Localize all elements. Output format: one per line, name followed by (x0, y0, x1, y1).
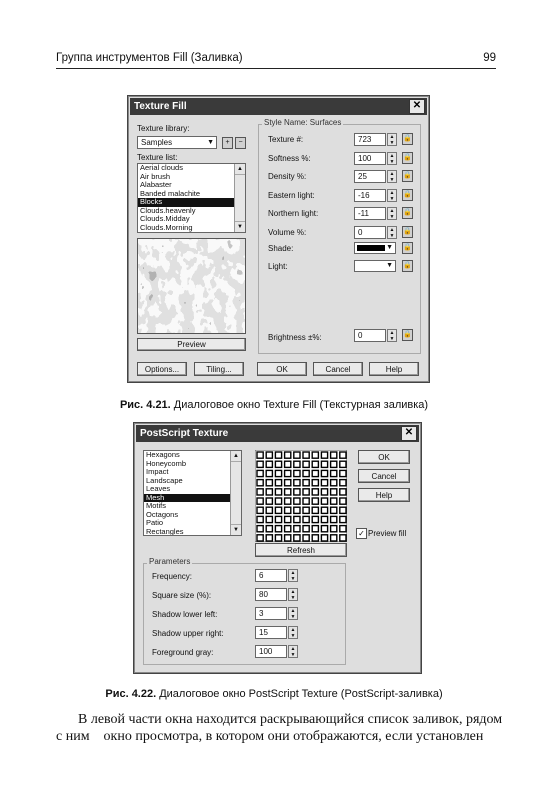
dialog-title: Texture Fill (134, 101, 187, 112)
param-stepper[interactable]: ▲ ▼ (288, 569, 298, 582)
param-field[interactable]: 723 (354, 133, 386, 146)
pattern-list-item[interactable]: Leaves (146, 484, 171, 493)
param-stepper[interactable]: ▲ ▼ (387, 170, 397, 183)
lock-icon[interactable]: 🔒 (402, 226, 413, 238)
scroll-down-icon[interactable]: ▼ (231, 524, 241, 535)
param-label: Northern light: (268, 209, 319, 218)
param-stepper[interactable]: ▲ ▼ (288, 588, 298, 601)
running-header (56, 52, 496, 69)
postscript-pattern-list[interactable] (143, 450, 242, 536)
close-icon[interactable]: ✕ (401, 426, 417, 441)
shade-color-picker[interactable] (354, 242, 396, 254)
postscript-texture-dialog (133, 422, 422, 674)
pattern-list-item[interactable]: Hexagons (146, 450, 180, 459)
param-label: Frequency: (152, 572, 193, 581)
param-field[interactable]: 80 (255, 588, 287, 601)
brightness-label: Brightness ±%: (268, 333, 322, 342)
lock-icon[interactable]: 🔒 (402, 242, 413, 254)
param-field[interactable]: 15 (255, 626, 287, 639)
texture-fill-dialog (127, 95, 430, 383)
param-field[interactable]: 25 (354, 170, 386, 183)
pattern-list-items (144, 451, 241, 536)
param-label: Shadow lower left: (152, 610, 218, 619)
param-field[interactable]: 6 (255, 569, 287, 582)
light-color-picker[interactable] (354, 260, 396, 272)
style-name-label: Style Name: Surfaces (264, 118, 342, 127)
pattern-list-item[interactable]: Impact (146, 467, 169, 476)
texture-list-item[interactable]: Banded malachite (140, 188, 201, 198)
chevron-down-icon: ▼ (207, 139, 214, 146)
preview-fill-checkbox[interactable]: ✓ (356, 528, 367, 539)
lock-icon[interactable]: 🔒 (402, 133, 413, 145)
brightness-field[interactable]: 0 (354, 329, 386, 342)
param-stepper[interactable]: ▲ ▼ (288, 607, 298, 620)
add-library-button[interactable]: + (222, 137, 233, 149)
lock-icon[interactable]: 🔒 (402, 152, 413, 164)
param-stepper[interactable]: ▲ ▼ (288, 645, 298, 658)
options-button[interactable]: Options... (137, 362, 187, 376)
texture-list-item[interactable]: Blocks (138, 198, 245, 207)
param-stepper[interactable]: ▲ ▼ (288, 626, 298, 639)
refresh-button[interactable]: Refresh (255, 543, 347, 557)
param-stepper[interactable]: ▲ ▼ (387, 226, 397, 239)
texture-fill-titlebar (130, 98, 427, 115)
pattern-list-item[interactable]: Octagons (146, 509, 179, 519)
param-label: Density %: (268, 172, 307, 181)
param-label: Softness %: (268, 153, 311, 163)
texture-list-item[interactable]: Alabaster (140, 180, 172, 189)
texture-list-item[interactable]: Clouds.Midday (140, 214, 190, 223)
shade-swatch (357, 245, 385, 251)
param-label: Shadow upper right: (152, 629, 224, 638)
param-field[interactable]: 100 (354, 152, 386, 165)
texture-list-item[interactable]: Clouds.heavenly (140, 205, 196, 215)
param-field[interactable]: -11 (354, 207, 386, 220)
postscript-titlebar (136, 425, 419, 442)
param-label: Volume %: (268, 227, 307, 237)
chevron-down-icon: ▼ (386, 244, 393, 251)
ok-button[interactable]: OK (358, 450, 410, 464)
texture-list-item[interactable]: Clouds.Morning (140, 222, 193, 232)
pattern-list-item[interactable]: Rectangles (146, 526, 184, 536)
scroll-down-icon[interactable]: ▼ (235, 221, 245, 232)
lock-icon[interactable]: 🔒 (402, 329, 413, 341)
figure-caption-4-21: Рис. 4.21. Диалоговое окно Texture Fill (Текстурная заливка) (119, 399, 429, 411)
scroll-up-icon[interactable]: ▲ (235, 164, 245, 175)
pattern-list-item[interactable]: Mesh (144, 494, 241, 503)
texture-list[interactable] (137, 163, 246, 233)
pattern-list-item[interactable]: Patio (146, 518, 164, 527)
texture-list-items (138, 164, 245, 232)
pattern-list-item[interactable]: Landscape (146, 475, 183, 485)
body-line-1: В левой части окна находится раскрывающийся список заливок, рядом (78, 712, 503, 727)
lock-icon[interactable]: 🔒 (402, 260, 413, 272)
param-stepper[interactable]: ▲ ▼ (387, 152, 397, 165)
preview-fill-label: Preview fill (368, 529, 407, 538)
help-button[interactable]: Help (358, 488, 410, 502)
param-stepper[interactable]: ▲ ▼ (387, 207, 397, 220)
body-paragraph (56, 711, 503, 745)
lock-icon[interactable]: 🔒 (402, 207, 413, 219)
cancel-button[interactable]: Cancel (358, 469, 410, 483)
header-title: Группа инструментов Fill (Заливка) (56, 52, 243, 64)
param-label: Square size (%): (152, 591, 212, 600)
texture-preview-image (137, 238, 246, 334)
lock-icon[interactable]: 🔒 (402, 170, 413, 182)
texture-library-select[interactable]: Samples ▼ (137, 136, 217, 149)
param-field[interactable]: 0 (354, 226, 386, 239)
texture-list-item[interactable]: Air brush (140, 171, 171, 181)
mesh-preview-image (255, 450, 347, 542)
param-field[interactable]: 3 (255, 607, 287, 620)
pattern-list-scrollbar[interactable] (230, 451, 241, 535)
param-stepper[interactable]: ▲ ▼ (387, 189, 397, 202)
param-stepper[interactable]: ▲ ▼ (387, 133, 397, 146)
remove-library-button[interactable]: − (235, 137, 246, 149)
brightness-stepper[interactable]: ▲ ▼ (387, 329, 397, 342)
shade-label: Shade: (268, 244, 294, 253)
ok-button[interactable]: OK (257, 362, 307, 376)
parameters-title: Parameters (149, 557, 191, 566)
texture-list-label: Texture list: (137, 153, 178, 162)
dialog-title: PostScript Texture (140, 428, 229, 439)
texture-list-item[interactable]: Aerial clouds (140, 163, 183, 172)
param-label: Eastern light: (268, 190, 315, 200)
pattern-list-item[interactable]: Honeycomb (146, 458, 187, 468)
help-button[interactable]: Help (369, 362, 419, 376)
figure-caption-4-22: Рис. 4.22. Диалоговое окно PostScript Texture (PostScript-заливка) (105, 688, 443, 700)
param-field[interactable]: 100 (255, 645, 287, 658)
preview-button[interactable]: Preview (137, 338, 246, 351)
scroll-up-icon[interactable]: ▲ (231, 451, 241, 462)
body-line-2: с ним окно просмотра, в котором они отображаются, если установлен (56, 729, 484, 744)
close-icon[interactable]: ✕ (409, 99, 425, 114)
light-label: Light: (268, 262, 288, 271)
pattern-list-item[interactable]: Motifs (146, 501, 167, 510)
texture-list-scrollbar[interactable] (234, 164, 245, 232)
mesh-background (255, 450, 347, 542)
cancel-button[interactable]: Cancel (313, 362, 363, 376)
page-number: 99 (483, 52, 496, 64)
lock-icon[interactable]: 🔒 (402, 189, 413, 201)
tiling-button[interactable]: Tiling... (194, 362, 244, 376)
param-field[interactable]: -16 (354, 189, 386, 202)
param-label: Texture #: (268, 135, 304, 144)
texture-library-label: Texture library: (137, 124, 190, 133)
chevron-down-icon: ▼ (386, 262, 393, 269)
param-label: Foreground gray: (152, 648, 214, 657)
